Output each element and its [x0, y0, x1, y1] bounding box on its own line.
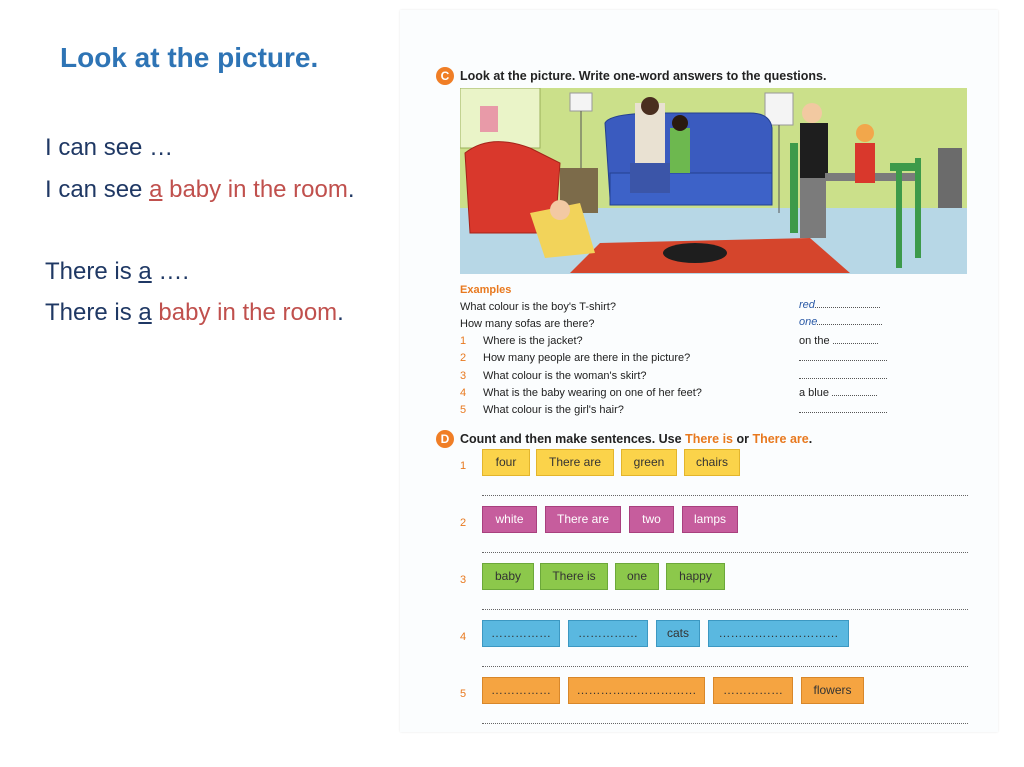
examples-title: Examples [460, 284, 512, 296]
question-text: What colour is the woman's skirt? [483, 370, 647, 382]
line4-end: . [337, 299, 344, 326]
answer-line[interactable] [833, 335, 878, 344]
question-example-2 [460, 318, 595, 330]
row-number: 5 [460, 688, 467, 700]
word-card: lamps [682, 506, 738, 533]
line1-text: I can see … [45, 134, 174, 161]
line3-end: …. [151, 258, 190, 285]
question-number: 5 [460, 404, 467, 416]
living-room-illustration [460, 88, 967, 274]
writing-line[interactable] [482, 722, 968, 724]
there-is-label: There is [685, 432, 733, 446]
question-text: What is the baby wearing on one of her feet? [483, 387, 702, 399]
answer-line[interactable] [799, 404, 887, 413]
line4-mid: baby in the room [151, 299, 338, 326]
question-number: 4 [460, 387, 467, 399]
row-number: 3 [460, 574, 467, 586]
answer-text: one [799, 316, 818, 328]
row-number: 1 [460, 460, 467, 472]
question-2 [460, 352, 690, 364]
word-card: happy [666, 563, 725, 590]
answer-line [817, 316, 882, 325]
heading-pre: Count and then make sentences. Use [460, 432, 686, 446]
there-are-label: There are [752, 432, 809, 446]
answer-example-2 [799, 316, 882, 328]
answer-line[interactable] [799, 352, 887, 361]
row-number: 4 [460, 631, 467, 643]
line4-pre: There is [45, 299, 139, 326]
line4-article: a [138, 299, 152, 326]
writing-line[interactable] [482, 494, 968, 496]
answer-line[interactable] [832, 387, 877, 396]
word-card-blank[interactable]: …………… [482, 677, 560, 704]
text-line-2 [45, 176, 355, 204]
section-d-heading [460, 432, 812, 446]
word-card: white [482, 506, 537, 533]
word-card-blank[interactable]: …………… [482, 620, 560, 647]
heading-or: or [733, 432, 753, 446]
word-card-blank[interactable]: ………………………… [708, 620, 849, 647]
question-3 [460, 370, 647, 382]
row-number: 2 [460, 517, 467, 529]
question-1 [460, 335, 583, 347]
answer-4[interactable] [799, 387, 877, 399]
question-text: What colour is the boy's T-shirt? [460, 301, 616, 313]
answer-5[interactable] [799, 404, 887, 416]
slide-title: Look at the picture. [60, 42, 319, 73]
answer-line[interactable] [799, 370, 887, 379]
word-card: four [482, 449, 530, 476]
line2-mid: baby in the room [162, 176, 348, 203]
word-card-blank[interactable]: …………… [568, 620, 648, 647]
question-5 [460, 404, 624, 416]
line2-end: . [347, 176, 355, 203]
question-text: How many people are there in the picture? [483, 352, 691, 364]
question-text: How many sofas are there? [460, 318, 595, 330]
section-d-badge: D [436, 430, 454, 448]
word-card-blank[interactable]: ………………………… [568, 677, 705, 704]
heading-end: . [808, 432, 813, 446]
section-c-heading: Look at the picture. Write one-word answers to the questions. [460, 69, 827, 83]
word-card: baby [482, 563, 534, 590]
answer-example-1 [799, 299, 880, 311]
word-card: two [629, 506, 674, 533]
question-number: 1 [460, 335, 467, 347]
line2-article: a [149, 176, 163, 203]
word-card: There is [540, 563, 608, 590]
line2-pre: I can see [45, 176, 150, 203]
answer-line [815, 299, 880, 308]
word-card: chairs [684, 449, 740, 476]
question-4 [460, 387, 702, 399]
answer-prefix: on the [799, 335, 830, 347]
word-card: cats [656, 620, 700, 647]
word-card: There are [545, 506, 621, 533]
writing-line[interactable] [482, 551, 968, 553]
question-number: 3 [460, 370, 467, 382]
word-card-blank[interactable]: …………… [713, 677, 793, 704]
answer-text: red [799, 299, 815, 311]
writing-line[interactable] [482, 665, 968, 667]
question-text: What colour is the girl's hair? [483, 404, 624, 416]
line3-pre: There is [45, 258, 139, 285]
line3-article: a [138, 258, 152, 285]
text-line-4 [45, 299, 344, 327]
word-card: green [621, 449, 677, 476]
question-number: 2 [460, 352, 467, 364]
word-card: There are [536, 449, 614, 476]
writing-line[interactable] [482, 608, 968, 610]
section-c-badge: C [436, 67, 454, 85]
text-line-3 [45, 258, 189, 286]
question-text: Where is the jacket? [483, 335, 583, 347]
word-card: flowers [801, 677, 864, 704]
question-example-1 [460, 301, 616, 313]
answer-prefix: a blue [799, 387, 829, 399]
answer-3[interactable] [799, 370, 887, 382]
answer-2[interactable] [799, 352, 887, 364]
answer-1[interactable] [799, 335, 878, 347]
text-line-1 [45, 134, 173, 162]
word-card: one [615, 563, 659, 590]
